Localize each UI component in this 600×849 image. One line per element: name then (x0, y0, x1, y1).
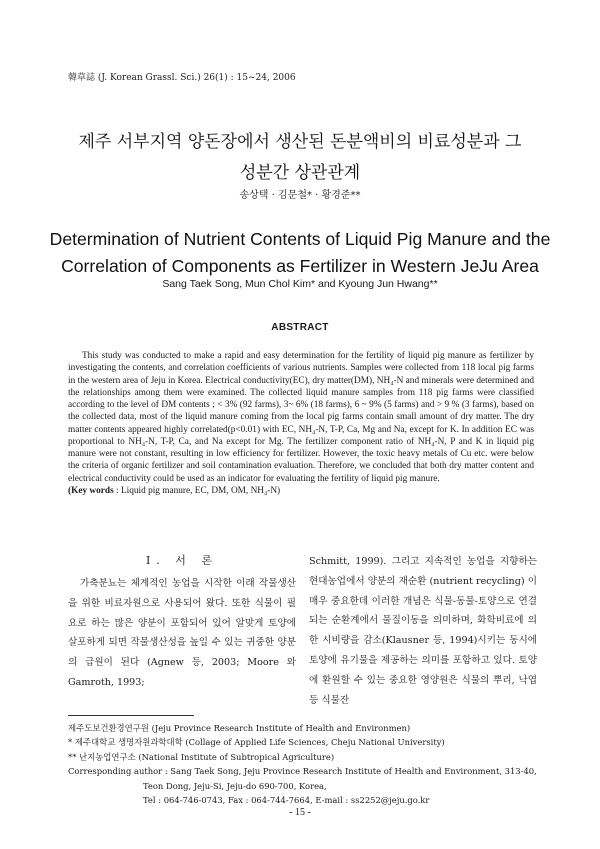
english-title-line-1: Determination of Nutrient Contents of Liquid Pig Manure and the (49, 229, 551, 249)
korean-title-line-2: 성분간 상관관계 (239, 163, 361, 183)
right-column-paragraph: Schmitt, 1999). 그리고 지속적인 농업을 지향하는 현대농업에서 양분의 재순환 (nutrient recycling) 이 매우 중요한데 이러한 개념은 식물-동물-토양으로 연결되는 순환계에서 물질이동을 의미하며, 화학비료에 의한 시비량을 감소(Klausner 등, 1994)시키는 동시에 토양에 유기물을 제공하는 의미를 포함하고 있다. 토양에 환원할 수 있는 중요한 영양원은 식물의 뿌리, 낙엽 등 식물잔 (309, 556, 537, 706)
footnote-affiliation-3: ** 난지농업연구소 (National Institute of Subtropical Agriculture) (68, 751, 335, 762)
footnote-affiliation-2: * 제주대학교 생명자원과학대학 (Collage of Applied Life Sciences, Cheju National University) (68, 737, 445, 748)
keywords-line (68, 485, 534, 497)
english-title-line-2: Correlation of Components as Fertilizer in Western JeJu Area (61, 256, 539, 276)
footnote-divider (68, 715, 194, 716)
right-column (309, 552, 537, 710)
footnote-address: Teon Dong, Jeju-Si, Jeju-do 690-700, Korea, (143, 780, 327, 791)
journal-reference: 韓草誌 (J. Korean Grassl. Sci.) 26(1) : 15~24, 2006 (68, 73, 296, 83)
english-title (40, 226, 560, 280)
keywords-text: : Liquid pig manure, EC, DM, OM, NH₄-N) (113, 485, 281, 496)
korean-authors: 송상택 · 김문철* · 황경준** (239, 190, 361, 201)
keywords-label: (Key words (68, 485, 114, 496)
page-number: - 15 - (289, 807, 311, 818)
left-column-paragraph: 가축분뇨는 체계적인 농업을 시작한 이래 작물생산을 위한 비료자원으로 사용되어 왔다. 또한 식물이 필요로 하는 많은 양분이 포함되어 있어 알맞게 토양에 살포하게 되면 작물생산성을 높일 수 있는 귀중한 양분의 급원이 된다 (Agnew 등, 2003; Moore 와 Gamroth, 1993; (68, 578, 296, 688)
footnote-corresponding-author: Corresponding author : Sang Taek Song, Jeju Province Research Institute of Health and Environment, 313-40, (68, 766, 537, 777)
korean-title (40, 127, 560, 189)
abstract-body (68, 350, 534, 497)
left-column (68, 554, 296, 693)
english-authors: Sang Taek Song, Mun Chol Kim* and Kyoung Jun Hwang** (162, 278, 438, 290)
korean-title-line-1: 제주 서부지역 양돈장에서 생산된 돈분액비의 비료성분과 그 (78, 132, 522, 152)
footnote-affiliation-1: 제주도보건환경연구원 (Jeju Province Research Institute of Health and Environmen) (68, 723, 411, 733)
abstract-heading: ABSTRACT (271, 322, 329, 333)
abstract-paragraph: This study was conducted to make a rapid and easy determination for the fertility of liquid pig manure as fertilizer by investigating the contents, and correlation coefficients of various nutrients. Samples were collected from 118 local pig farms in the western area of Jeju in Korea. Electrical conductivity(EC), dry matter(DM), NH₄-N and minerals were determined and the relationships among them were examined. The collected liquid manure samples from 118 pig farms were classified according to the level of DM contents ; < 3% (92 farms), 3~ 6% (18 farms), 6 ~ 9% (5 farms) and > 9 % (3 farms), based on the collected data, most of the liquid manure coming from the local pig farms contain small amount of dry matter. The dry matter contents appeared highly correlated(p<0.01) with EC, NH₄-N, T-P, Ca, Mg and Na, except for K. In addition EC was proportional to NH₄-N, T-P, Ca, and Na except for Mg. The fertilizer component ratio of NH₄-N, P and K in liquid pig manure were not constant, resulting in low efficiency for fertilizer. However, the toxic heavy metals of Cu etc. were below the criteria of organic fertilizer and soil contamination evaluation. Therefore, we concluded that both dry matter content and electrical conductivity could be used as an indicator for evaluating the fertility of liquid pig manure. (68, 351, 534, 484)
footnote-contact: Tel : 064-746-0743, Fax : 064-744-7664, E-mail : ss2252@jeju.go.kr (143, 795, 430, 806)
section-heading-introduction: Ⅰ. 서 론 (145, 554, 219, 567)
footnotes (68, 721, 548, 807)
